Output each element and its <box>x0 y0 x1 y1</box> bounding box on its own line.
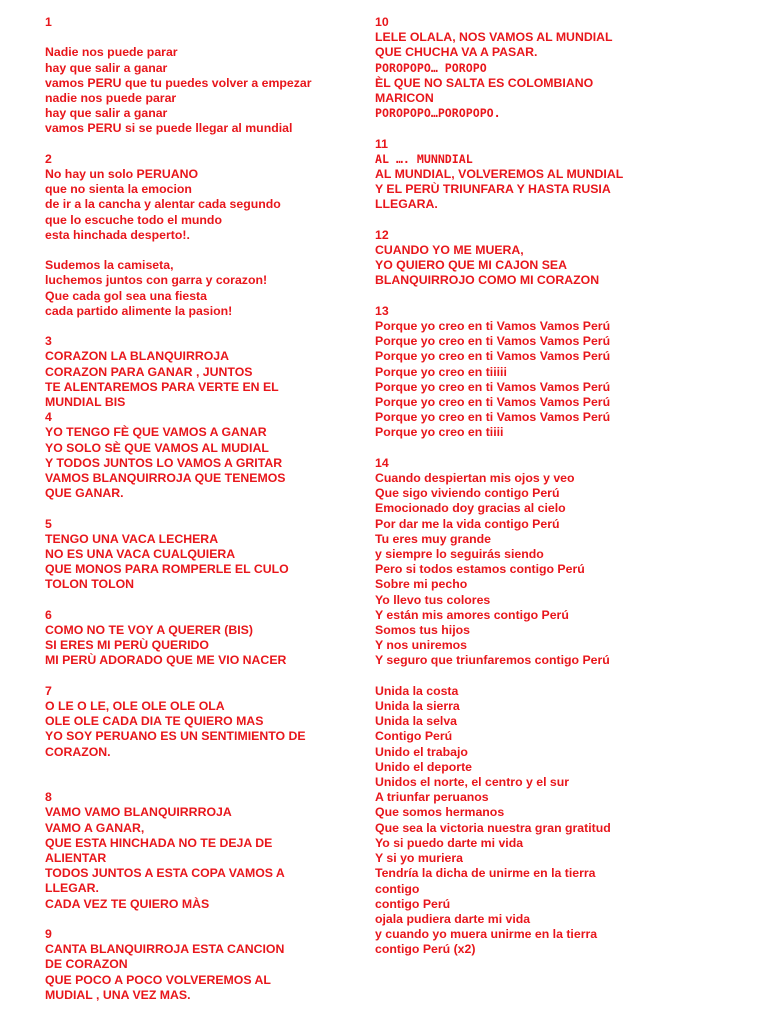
section-gap <box>45 775 345 790</box>
lyric-line: O LE O LE, OLE OLE OLE OLA <box>45 699 225 714</box>
lyric-line: AL MUNDIAL, VOLVEREMOS AL MUNDIAL <box>375 167 624 182</box>
lyric-line: Yo llevo tus colores <box>375 592 491 607</box>
lyric-line: COMO NO TE VOY A QUERER (BIS) <box>45 623 253 638</box>
left-column <box>45 15 345 1003</box>
lyric-line: CORAZON. <box>45 744 111 759</box>
song-section-6 <box>45 608 345 669</box>
song-number: 12 <box>375 227 389 242</box>
lyric-line: Unido el deporte <box>375 759 473 774</box>
lyric-line: TENGO UNA VACA LECHERA <box>45 531 219 546</box>
lyric-line: CORAZON LA BLANQUIRROJA <box>45 349 229 364</box>
lyric-line: QUE POCO A POCO VOLVEREMOS AL <box>45 972 271 987</box>
lyric-line: cada partido alimente la pasion! <box>45 303 233 318</box>
lyric-line: QUE MONOS PARA ROMPERLE EL CULO <box>45 562 289 577</box>
lyric-line <box>375 669 755 684</box>
song-section-9 <box>45 927 345 1003</box>
song-section-14 <box>375 456 755 958</box>
lyric-line: Somos tus hijos <box>375 623 470 638</box>
lyric-line: Y seguro que triunfaremos contigo Perú <box>375 653 610 668</box>
lyric-line: VAMO A GANAR, <box>45 820 145 835</box>
song-section-5 <box>45 517 345 593</box>
lyric-line: TE ALENTAREMOS PARA VERTE EN EL <box>45 379 279 394</box>
song-section-4 <box>45 410 345 501</box>
song-section-7 <box>45 684 345 760</box>
song-section-1 <box>45 15 345 137</box>
lyric-line: que no sienta la emocion <box>45 182 192 197</box>
lyric-line: Que somos hermanos <box>375 805 505 820</box>
lyric-line: Contigo Perú <box>375 729 453 744</box>
song-number: 8 <box>45 790 52 805</box>
lyric-line: Sobre mi pecho <box>375 577 468 592</box>
lyric-line: Y nos uniremos <box>375 638 468 653</box>
lyric-line: Nadie nos puede parar <box>45 45 178 60</box>
song-number: 9 <box>45 927 52 942</box>
lyric-line: MI PERÙ ADORADO QUE ME VIO NACER <box>45 653 287 668</box>
lyric-line: Que cada gol sea una fiesta <box>45 288 207 303</box>
lyric-line: Yo si puedo darte mi vida <box>375 835 524 850</box>
lyric-line: vamos PERU que tu puedes volver a empezar <box>45 75 312 90</box>
lyric-line: NO ES UNA VACA CUALQUIERA <box>45 547 236 562</box>
lyric-line: QUE CHUCHA VA A PASAR. <box>375 45 538 60</box>
lyric-line: de ir a la cancha y alentar cada segundo <box>45 197 281 212</box>
lyric-line: Unida la costa <box>375 683 459 698</box>
lyric-line: OLE OLE CADA DIA TE QUIERO MAS <box>45 714 264 729</box>
lyric-line: hay que salir a ganar <box>45 106 168 121</box>
lyric-line: Por dar me la vida contigo Perú <box>375 516 560 531</box>
lyric-line: Porque yo creo en ti Vamos Vamos Perú <box>375 379 611 394</box>
lyric-line: QUE GANAR. <box>45 486 124 501</box>
song-number: 14 <box>375 455 389 470</box>
section-gap <box>45 137 345 152</box>
lyric-line: contigo Perú <box>375 896 451 911</box>
lyric-line: Porque yo creo en ti Vamos Vamos Perú <box>375 395 611 410</box>
lyric-line: LLEGAR. <box>45 881 99 896</box>
lyric-line: AL …. MUNNDIAL <box>375 151 473 166</box>
lyric-line: CUANDO YO ME MUERA, <box>375 243 524 258</box>
lyric-line: ojala pudiera darte mi vida <box>375 911 531 926</box>
song-number: 10 <box>375 15 389 29</box>
song-section-12 <box>375 228 755 289</box>
spacer <box>45 30 345 45</box>
lyric-line: contigo Perú (x2) <box>375 942 476 957</box>
lyric-line: Porque yo creo en tiiiii <box>375 364 507 379</box>
lyric-line: VAMO VAMO BLANQUIRRROJA <box>45 805 232 820</box>
section-gap <box>45 669 345 684</box>
song-section-11 <box>375 137 755 213</box>
lyric-line: LELE OLALA, NOS VAMOS AL MUNDIAL <box>375 30 613 45</box>
section-gap <box>45 593 345 608</box>
lyric-line: vamos PERU si se puede llegar al mundial <box>45 121 293 136</box>
lyric-line: Unidos el norte, el centro y el sur <box>375 775 570 790</box>
lyric-line: luchemos juntos con garra y corazon! <box>45 273 268 288</box>
lyric-line: LLEGARA. <box>375 197 438 212</box>
lyric-line: Porque yo creo en ti Vamos Vamos Perú <box>375 349 611 364</box>
song-number: 5 <box>45 516 52 531</box>
lyric-line: Porque yo creo en ti Vamos Vamos Perú <box>375 319 611 334</box>
lyric-line: Sudemos la camiseta, <box>45 258 174 273</box>
lyric-line: Porque yo creo en tiiii <box>375 425 504 440</box>
song-number: 11 <box>375 136 388 151</box>
section-gap <box>375 213 755 228</box>
lyric-line: No hay un solo PERUANO <box>45 167 199 181</box>
lyric-line: que lo escuche todo el mundo <box>45 212 222 227</box>
lyric-line: y siempre lo seguirás siendo <box>375 547 544 562</box>
lyric-line: Tu eres muy grande <box>375 531 491 546</box>
lyric-line: DE CORAZON <box>45 957 128 972</box>
section-gap <box>375 441 755 456</box>
lyric-line: Tendría la dicha de unirme en la tierra <box>375 866 596 881</box>
lyric-line: YO SOY PERUANO ES UN SENTIMIENTO DE <box>45 729 306 744</box>
lyric-line: CANTA BLANQUIRROJA ESTA CANCION <box>45 942 285 957</box>
lyric-line: BLANQUIRROJO COMO MI CORAZON <box>375 273 600 288</box>
section-gap <box>45 760 345 775</box>
song-number: 3 <box>45 334 52 349</box>
lyric-line: QUE ESTA HINCHADA NO TE DEJA DE <box>45 835 273 850</box>
lyric-line: Y EL PERÙ TRIUNFARA Y HASTA RUSIA <box>375 182 611 197</box>
song-section-3 <box>45 334 345 410</box>
lyric-line: Unida la selva <box>375 714 458 729</box>
song-number: 6 <box>45 607 52 622</box>
section-gap <box>45 501 345 516</box>
song-section-8 <box>45 790 345 912</box>
lyric-line: MUDIAL , UNA VEZ MAS. <box>45 987 191 1002</box>
lyric-line: VAMOS BLANQUIRROJA QUE TENEMOS <box>45 471 286 486</box>
lyric-line: Porque yo creo en ti Vamos Vamos Perú <box>375 410 611 425</box>
lyric-line: CADA VEZ TE QUIERO MÀS <box>45 896 210 911</box>
section-gap <box>375 121 755 136</box>
song-section-2 <box>45 152 345 319</box>
lyric-line: TODOS JUNTOS A ESTA COPA VAMOS A <box>45 866 285 881</box>
lyric-line: Porque yo creo en ti Vamos Vamos Perú <box>375 334 611 349</box>
lyric-line: Emocionado doy gracias al cielo <box>375 501 566 516</box>
lyric-line: YO SOLO SÈ QUE VAMOS AL MUDIAL <box>45 440 269 455</box>
lyric-line: CORAZON PARA GANAR , JUNTOS <box>45 364 253 379</box>
lyric-line: hay que salir a ganar <box>45 60 168 75</box>
lyric-line: Que sigo viviendo contigo Perú <box>375 486 560 501</box>
section-gap <box>45 319 345 334</box>
right-column <box>375 15 755 958</box>
song-number: 7 <box>45 683 52 698</box>
lyric-line: y cuando yo muera unirme en la tierra <box>375 927 598 942</box>
lyric-line: MARICON <box>375 91 434 106</box>
song-section-13 <box>375 304 755 441</box>
lyric-line: POROPOPO… POROPO <box>375 60 487 75</box>
lyric-line: esta hinchada desperto!. <box>45 227 190 242</box>
lyric-line: Y están mis amores contigo Perú <box>375 607 569 622</box>
lyric-line: Y si yo muriera <box>375 851 463 866</box>
lyric-line: YO TENGO FÈ QUE VAMOS A GANAR <box>45 425 267 440</box>
section-gap <box>45 912 345 927</box>
song-section-10 <box>375 15 755 121</box>
lyric-line: MUNDIAL BIS <box>45 395 126 410</box>
lyric-line: Unida la sierra <box>375 699 460 714</box>
song-number: 13 <box>375 303 389 318</box>
lyric-line: ÈL QUE NO SALTA ES COLOMBIANO <box>375 75 594 90</box>
lyric-line: YO QUIERO QUE MI CAJON SEA <box>375 258 567 273</box>
lyric-line: Pero si todos estamos contigo Perú <box>375 562 585 577</box>
lyric-line: SI ERES MI PERÙ QUERIDO <box>45 638 209 653</box>
lyric-line: ALIENTAR <box>45 851 107 866</box>
lyric-line: TOLON TOLON <box>45 577 135 592</box>
section-gap <box>375 289 755 304</box>
lyric-line: Cuando despiertan mis ojos y veo <box>375 471 575 486</box>
lyric-line: Y TODOS JUNTOS LO VAMOS A GRITAR <box>45 455 283 470</box>
song-number: 4 <box>45 410 52 425</box>
lyric-line: POROPOPO…POROPOPO. <box>375 106 501 121</box>
song-number: 1 <box>45 15 52 29</box>
lyric-line <box>45 243 345 258</box>
lyric-line: A triunfar peruanos <box>375 790 489 805</box>
lyric-line: contigo <box>375 881 420 896</box>
lyric-line: Unido el trabajo <box>375 744 468 759</box>
song-number: 2 <box>45 151 52 166</box>
lyric-line: nadie nos puede parar <box>45 91 177 105</box>
lyric-line: Que sea la victoria nuestra gran gratitud <box>375 820 611 835</box>
